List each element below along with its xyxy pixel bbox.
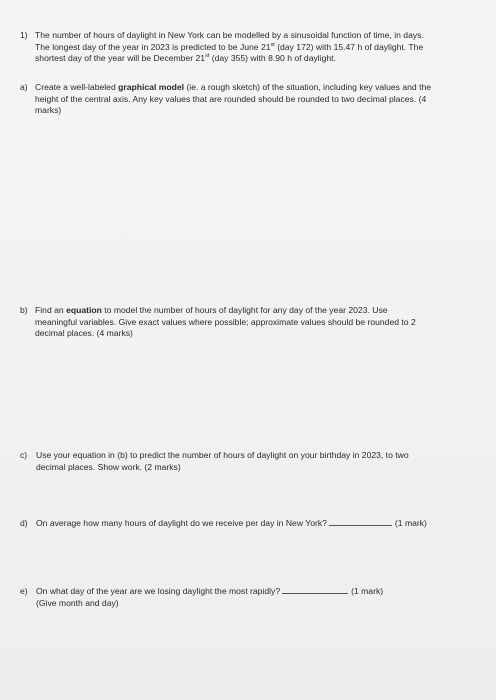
part-a-number: a)	[20, 82, 28, 92]
part-d-number: d)	[20, 518, 28, 528]
part-d-line-1	[36, 518, 490, 530]
question-1-line-3	[35, 53, 490, 65]
part-e-number: e)	[20, 586, 28, 596]
part-b	[20, 305, 490, 340]
q1-sup-a: st	[270, 41, 275, 48]
part-a-text	[35, 82, 490, 117]
question-1-number: 1)	[20, 30, 28, 40]
q1-text-c: shortest day of the year will be December 21	[35, 53, 206, 64]
question-1-line-1: The number of hours of daylight in New York can be modelled by a sinusoidal function of time, in days.	[35, 30, 424, 40]
q1-text-d: (day 355) with 8.90 h of daylight.	[209, 53, 336, 64]
part-c-line-2: decimal places. Show work. (2 marks)	[36, 461, 181, 472]
part-b-line-2: meaningful variables. Give exact values where possible; approximate values should be rounded to 2	[35, 316, 416, 327]
part-c	[20, 450, 490, 473]
part-b-line-1	[35, 305, 490, 317]
part-e-line-1	[36, 586, 490, 598]
part-b-number: b)	[20, 305, 28, 315]
part-c-text	[36, 450, 490, 473]
part-b-bold: equation	[66, 305, 102, 315]
part-c-number: c)	[20, 450, 28, 460]
part-c-line-1: Use your equation in (b) to predict the number of hours of daylight on your birthday in 2023, to two	[36, 450, 409, 460]
part-d-marks: (1 mark)	[394, 518, 427, 528]
part-e-line-2: (Give month and day)	[36, 597, 119, 608]
question-1	[20, 30, 490, 65]
part-e-question: On what day of the year are we losing daylight the most rapidly?	[36, 586, 281, 596]
part-b-pre: Find an	[35, 305, 67, 315]
part-b-line-3: decimal places. (4 marks)	[35, 328, 133, 339]
question-1-line-2	[35, 42, 490, 54]
part-a-bold: graphical model	[118, 82, 185, 92]
part-a-pre: Create a well-labeled	[35, 82, 119, 92]
q1-sup-b: st	[205, 53, 210, 60]
part-d-answer-blank[interactable]	[329, 519, 392, 526]
part-e	[20, 586, 490, 609]
part-d-text	[36, 518, 490, 530]
part-a-line-3: marks)	[35, 105, 62, 116]
question-1-text	[35, 30, 490, 65]
part-a	[20, 82, 490, 117]
part-a-line-2: height of the central axis. Any key values that are rounded should be rounded to two decimal places. (4	[35, 93, 427, 104]
part-b-post: to model the number of hours of daylight for any day of the year 2023. Use	[101, 305, 388, 315]
part-a-post: (ie. a rough sketch) of the situation, including key values and the	[184, 82, 432, 92]
part-d	[20, 518, 490, 530]
part-e-marks: (1 mark)	[351, 586, 384, 596]
part-d-question: On average how many hours of daylight do we receive per day in New York?	[36, 518, 327, 528]
q1-text-b: (day 172) with 15.47 h of daylight. The	[274, 41, 424, 52]
part-e-text	[36, 586, 490, 609]
part-b-text	[35, 305, 490, 340]
part-e-answer-blank[interactable]	[282, 587, 348, 594]
q1-text-a: The longest day of the year in 2023 is predicted to be June 21	[35, 41, 271, 52]
part-a-line-1	[35, 82, 490, 94]
